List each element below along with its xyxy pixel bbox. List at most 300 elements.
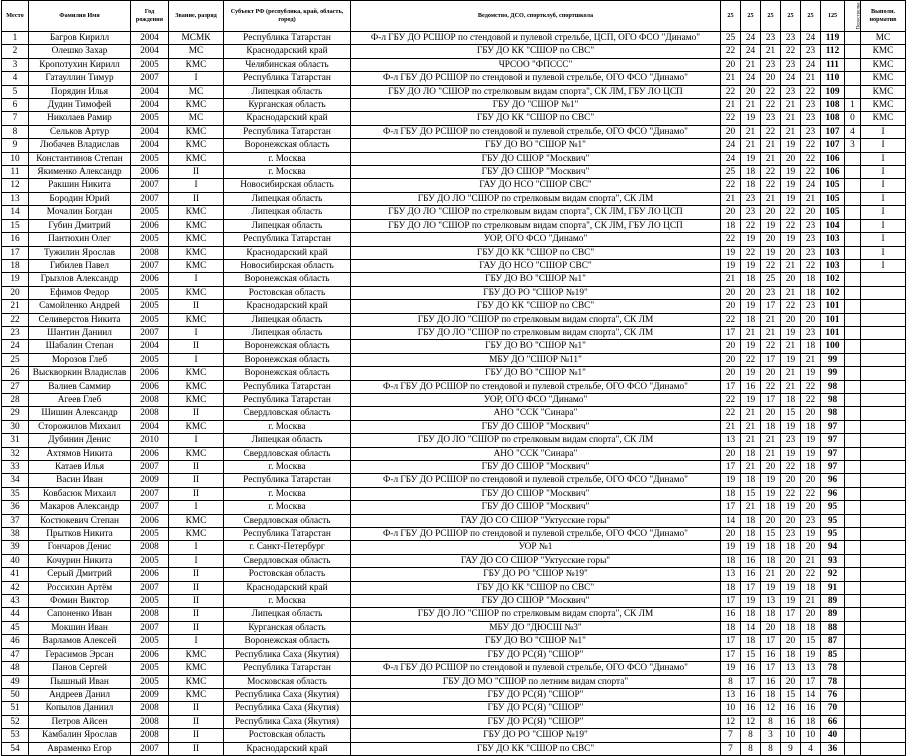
cell-series-3: 17 — [761, 635, 781, 648]
table-row — [2, 45, 906, 58]
cell-series-5: 22 — [801, 152, 821, 165]
cell-place: 11 — [2, 166, 29, 179]
cell-name: Россихин Артём — [29, 581, 131, 594]
cell-place: 12 — [2, 179, 29, 192]
cell-region: Липецкая область — [224, 326, 351, 339]
cell-series-3: 21 — [761, 139, 781, 152]
cell-region: Липецкая область — [224, 85, 351, 98]
cell-name: Бородин Юрий — [29, 192, 131, 205]
cell-year: 2007 — [131, 259, 169, 272]
cell-series-5: 18 — [801, 286, 821, 299]
cell-series-3: 21 — [761, 313, 781, 326]
cell-org: ГБУ ДО СШОР "Москвич" — [351, 166, 721, 179]
cell-norm — [861, 340, 906, 353]
cell-place: 19 — [2, 273, 29, 286]
cell-rank: II — [169, 702, 224, 715]
cell-shootoff — [845, 166, 861, 179]
cell-year: 2009 — [131, 474, 169, 487]
cell-region: Курганская область — [224, 621, 351, 634]
cell-series-4: 19 — [781, 192, 801, 205]
cell-series-1: 18 — [721, 487, 741, 500]
cell-series-5: 18 — [801, 340, 821, 353]
cell-org: УОР №1 — [351, 541, 721, 554]
cell-name: Андреев Данил — [29, 688, 131, 701]
cell-series-1: 17 — [721, 326, 741, 339]
cell-series-3: 22 — [761, 179, 781, 192]
cell-series-4: 24 — [781, 72, 801, 85]
cell-name: Тужилин Ярослав — [29, 246, 131, 259]
cell-shootoff — [845, 702, 861, 715]
table-row — [2, 32, 906, 45]
cell-region: Воронежская область — [224, 340, 351, 353]
cell-place: 42 — [2, 581, 29, 594]
cell-norm: I — [861, 192, 906, 205]
table-row — [2, 648, 906, 661]
cell-series-1: 22 — [721, 233, 741, 246]
cell-shootoff — [845, 675, 861, 688]
cell-shootoff — [845, 246, 861, 259]
cell-series-2: 21 — [741, 99, 761, 112]
cell-org: АНО "ССК "Синара" — [351, 447, 721, 460]
cell-shootoff — [845, 742, 861, 755]
cell-series-4: 18 — [781, 621, 801, 634]
cell-region: Республика Татарстан — [224, 233, 351, 246]
cell-place: 10 — [2, 152, 29, 165]
cell-norm — [861, 568, 906, 581]
cell-series-1: 20 — [721, 58, 741, 71]
cell-series-5: 19 — [801, 434, 821, 447]
cell-year: 2007 — [131, 461, 169, 474]
cell-name: Выскворкин Владислав — [29, 367, 131, 380]
cell-org: ГБУ ДО ВО "СШОР №1" — [351, 635, 721, 648]
table-row — [2, 300, 906, 313]
cell-org: ГБУ ДО СШОР "Москвич" — [351, 152, 721, 165]
cell-place: 13 — [2, 192, 29, 205]
cell-name: Авраменко Егор — [29, 742, 131, 755]
cell-series-4: 16 — [781, 702, 801, 715]
cell-place: 29 — [2, 407, 29, 420]
cell-total: 94 — [821, 541, 845, 554]
cell-series-4: 20 — [781, 474, 801, 487]
cell-year: 2005 — [131, 528, 169, 541]
cell-place: 28 — [2, 393, 29, 406]
cell-series-4: 20 — [781, 273, 801, 286]
cell-series-1: 22 — [721, 179, 741, 192]
cell-place: 3 — [2, 58, 29, 71]
cell-series-2: 24 — [741, 32, 761, 45]
table-row — [2, 380, 906, 393]
cell-rank: II — [169, 474, 224, 487]
cell-org: Ф-л ГБУ ДО РСШОР по стендовой и пулевой стрельбе, ЦСП, ОГО ФСО "Динамо" — [351, 32, 721, 45]
cell-org: ГБУ ДО РО "СШОР №19" — [351, 568, 721, 581]
cell-year: 2008 — [131, 407, 169, 420]
cell-org: ГБУ ДО РС(Я) "СШОР" — [351, 715, 721, 728]
cell-series-4: 22 — [781, 45, 801, 58]
cell-series-3: 22 — [761, 380, 781, 393]
cell-series-5: 10 — [801, 729, 821, 742]
col-series-2: 25 — [741, 1, 761, 32]
cell-series-5: 18 — [801, 420, 821, 433]
cell-org: ГБУ ДО СШОР "Москвич" — [351, 420, 721, 433]
cell-series-3: 18 — [761, 554, 781, 567]
cell-shootoff — [845, 461, 861, 474]
cell-series-5: 23 — [801, 233, 821, 246]
table-row — [2, 219, 906, 232]
cell-norm — [861, 353, 906, 366]
cell-series-2: 23 — [741, 206, 761, 219]
cell-rank: II — [169, 621, 224, 634]
cell-total: 97 — [821, 434, 845, 447]
cell-norm — [861, 326, 906, 339]
cell-series-5: 23 — [801, 219, 821, 232]
cell-norm: I — [861, 233, 906, 246]
cell-name: Валиев Саммир — [29, 380, 131, 393]
cell-org: ГБУ ДО МО "СШОР по летним видам спорта" — [351, 675, 721, 688]
cell-series-3: 22 — [761, 259, 781, 272]
cell-shootoff — [845, 501, 861, 514]
cell-shootoff — [845, 541, 861, 554]
cell-series-4: 20 — [781, 675, 801, 688]
cell-place: 52 — [2, 715, 29, 728]
cell-place: 24 — [2, 340, 29, 353]
cell-region: Воронежская область — [224, 367, 351, 380]
cell-shootoff — [845, 219, 861, 232]
cell-region: Липецкая область — [224, 608, 351, 621]
cell-series-5: 19 — [801, 528, 821, 541]
cell-region: Республика Татарстан — [224, 474, 351, 487]
cell-total: 78 — [821, 662, 845, 675]
cell-shootoff — [845, 300, 861, 313]
table-row — [2, 568, 906, 581]
cell-series-5: 22 — [801, 166, 821, 179]
cell-shootoff — [845, 393, 861, 406]
cell-region: Новосибирская область — [224, 259, 351, 272]
cell-series-3: 22 — [761, 85, 781, 98]
cell-name: Любачев Владислав — [29, 139, 131, 152]
cell-series-1: 25 — [721, 166, 741, 179]
cell-series-3: 21 — [761, 447, 781, 460]
cell-total: 99 — [821, 367, 845, 380]
cell-name: Гончаров Денис — [29, 541, 131, 554]
cell-series-1: 20 — [721, 447, 741, 460]
table-row — [2, 501, 906, 514]
cell-org: ГБУ ДО КК "СШОР по СВС" — [351, 45, 721, 58]
cell-org: ГБУ ДО РС(Я) "СШОР" — [351, 648, 721, 661]
cell-series-4: 20 — [781, 152, 801, 165]
cell-series-3: 17 — [761, 353, 781, 366]
cell-region: Краснодарский край — [224, 246, 351, 259]
cell-year: 2005 — [131, 635, 169, 648]
cell-rank: КМС — [169, 219, 224, 232]
cell-shootoff — [845, 85, 861, 98]
cell-total: 91 — [821, 581, 845, 594]
cell-norm: I — [861, 179, 906, 192]
cell-series-5: 24 — [801, 32, 821, 45]
cell-shootoff — [845, 72, 861, 85]
cell-rank: II — [169, 487, 224, 500]
cell-total: 106 — [821, 166, 845, 179]
cell-series-4: 20 — [781, 568, 801, 581]
cell-name: Сапоненко Иван — [29, 608, 131, 621]
cell-series-2: 18 — [741, 514, 761, 527]
cell-org: ГБУ ДО КК "СШОР по СВС" — [351, 246, 721, 259]
cell-norm — [861, 380, 906, 393]
cell-org: ГАУ ДО НСО "СШОР СВС" — [351, 259, 721, 272]
cell-series-5: 23 — [801, 45, 821, 58]
cell-place: 50 — [2, 688, 29, 701]
cell-series-5: 17 — [801, 675, 821, 688]
cell-shootoff — [845, 635, 861, 648]
cell-series-2: 19 — [741, 541, 761, 554]
cell-place: 53 — [2, 729, 29, 742]
cell-series-2: 21 — [741, 461, 761, 474]
table-row — [2, 541, 906, 554]
cell-year: 2006 — [131, 380, 169, 393]
cell-org: ГБУ ДО ВО "СШОР №1" — [351, 273, 721, 286]
cell-name: Мочалин Богдан — [29, 206, 131, 219]
cell-org: ГАУ ДО НСО "СШОР СВС" — [351, 179, 721, 192]
col-rank: Звание, разряд — [169, 1, 224, 32]
cell-series-5: 14 — [801, 688, 821, 701]
cell-series-2: 21 — [741, 326, 761, 339]
cell-series-1: 19 — [721, 246, 741, 259]
cell-total: 100 — [821, 340, 845, 353]
cell-rank: КМС — [169, 648, 224, 661]
cell-series-2: 19 — [741, 393, 761, 406]
cell-total: 93 — [821, 554, 845, 567]
cell-series-3: 18 — [761, 608, 781, 621]
cell-series-1: 20 — [721, 206, 741, 219]
cell-series-3: 23 — [761, 58, 781, 71]
cell-org: ГБУ ДО СШОР "Москвич" — [351, 595, 721, 608]
cell-series-5: 23 — [801, 112, 821, 125]
cell-name: Шишин Александр — [29, 407, 131, 420]
cell-series-2: 21 — [741, 434, 761, 447]
cell-shootoff — [845, 179, 861, 192]
cell-series-1: 16 — [721, 608, 741, 621]
cell-norm: I — [861, 219, 906, 232]
cell-total: 97 — [821, 461, 845, 474]
cell-region: Ростовская область — [224, 729, 351, 742]
table-row — [2, 286, 906, 299]
cell-series-5: 19 — [801, 367, 821, 380]
cell-series-3: 18 — [761, 501, 781, 514]
cell-series-4: 19 — [781, 139, 801, 152]
cell-rank: II — [169, 340, 224, 353]
cell-total: 102 — [821, 286, 845, 299]
cell-total: 88 — [821, 621, 845, 634]
cell-series-1: 8 — [721, 675, 741, 688]
cell-series-4: 10 — [781, 729, 801, 742]
cell-shootoff — [845, 206, 861, 219]
cell-series-4: 20 — [781, 635, 801, 648]
cell-total: 102 — [821, 273, 845, 286]
cell-series-3: 20 — [761, 367, 781, 380]
cell-rank: II — [169, 166, 224, 179]
cell-series-1: 22 — [721, 313, 741, 326]
cell-name: Сельков Артур — [29, 125, 131, 138]
cell-org: ГБУ ДО КК "СШОР по СВС" — [351, 581, 721, 594]
table-row — [2, 688, 906, 701]
table-row — [2, 595, 906, 608]
cell-series-1: 22 — [721, 393, 741, 406]
cell-series-3: 12 — [761, 702, 781, 715]
cell-org: ГБУ ДО "СШОР №1" — [351, 99, 721, 112]
cell-rank: КМС — [169, 675, 224, 688]
cell-rank: II — [169, 742, 224, 755]
cell-name: Мокшин Иван — [29, 621, 131, 634]
cell-place: 26 — [2, 367, 29, 380]
cell-norm: КМС — [861, 45, 906, 58]
cell-year: 2007 — [131, 621, 169, 634]
cell-series-3: 19 — [761, 474, 781, 487]
cell-org: МБУ ДО "ДЮСШ №3" — [351, 621, 721, 634]
cell-total: 95 — [821, 528, 845, 541]
cell-place: 51 — [2, 702, 29, 715]
cell-year: 2005 — [131, 286, 169, 299]
results-table — [1, 0, 906, 756]
cell-series-1: 24 — [721, 152, 741, 165]
cell-year: 2006 — [131, 273, 169, 286]
cell-org: ГБУ ДО КК "СШОР по СВС" — [351, 112, 721, 125]
col-series-3: 25 — [761, 1, 781, 32]
cell-total: 108 — [821, 99, 845, 112]
cell-region: Воронежская область — [224, 139, 351, 152]
cell-series-5: 18 — [801, 273, 821, 286]
cell-series-2: 18 — [741, 635, 761, 648]
cell-year: 2004 — [131, 32, 169, 45]
cell-series-2: 19 — [741, 300, 761, 313]
cell-year: 2005 — [131, 353, 169, 366]
cell-place: 31 — [2, 434, 29, 447]
cell-name: Ковбасюк Михаил — [29, 487, 131, 500]
cell-norm — [861, 273, 906, 286]
cell-org: Ф-л ГБУ ДО РСШОР по стендовой и пулевой стрельбе, ОГО ФСО "Динамо" — [351, 380, 721, 393]
cell-shootoff — [845, 45, 861, 58]
cell-name: Якименко Александр — [29, 166, 131, 179]
cell-series-1: 20 — [721, 353, 741, 366]
cell-norm: КМС — [861, 85, 906, 98]
cell-rank: II — [169, 729, 224, 742]
cell-org: ГБУ ДО ВО "СШОР №1" — [351, 367, 721, 380]
cell-place: 32 — [2, 447, 29, 460]
cell-series-2: 20 — [741, 286, 761, 299]
cell-shootoff — [845, 32, 861, 45]
cell-series-4: 21 — [781, 340, 801, 353]
cell-place: 22 — [2, 313, 29, 326]
cell-series-2: 22 — [741, 219, 761, 232]
cell-series-5: 18 — [801, 581, 821, 594]
cell-series-1: 18 — [721, 554, 741, 567]
cell-norm — [861, 286, 906, 299]
cell-series-5: 20 — [801, 206, 821, 219]
cell-series-1: 19 — [721, 474, 741, 487]
header-row — [2, 1, 906, 32]
cell-series-3: 20 — [761, 621, 781, 634]
cell-norm — [861, 742, 906, 755]
table-row — [2, 528, 906, 541]
cell-name: Герасимов Эрсан — [29, 648, 131, 661]
cell-name: Олешко Захар — [29, 45, 131, 58]
cell-series-4: 23 — [781, 528, 801, 541]
cell-rank: I — [169, 434, 224, 447]
cell-series-5: 22 — [801, 487, 821, 500]
table-row — [2, 434, 906, 447]
cell-series-4: 19 — [781, 501, 801, 514]
cell-series-2: 8 — [741, 729, 761, 742]
cell-series-4: 19 — [781, 447, 801, 460]
cell-shootoff — [845, 568, 861, 581]
cell-total: 106 — [821, 152, 845, 165]
cell-series-3: 19 — [761, 581, 781, 594]
cell-shootoff — [845, 353, 861, 366]
cell-total: 109 — [821, 85, 845, 98]
cell-series-1: 10 — [721, 702, 741, 715]
table-row — [2, 233, 906, 246]
cell-series-3: 17 — [761, 662, 781, 675]
cell-series-4: 22 — [781, 461, 801, 474]
cell-series-4: 17 — [781, 608, 801, 621]
table-row — [2, 407, 906, 420]
table-row — [2, 662, 906, 675]
cell-year: 2005 — [131, 554, 169, 567]
cell-norm — [861, 447, 906, 460]
cell-series-4: 21 — [781, 367, 801, 380]
table-row — [2, 139, 906, 152]
cell-place: 1 — [2, 32, 29, 45]
cell-total: 98 — [821, 407, 845, 420]
cell-norm: I — [861, 139, 906, 152]
table-row — [2, 474, 906, 487]
cell-norm — [861, 595, 906, 608]
cell-series-4: 22 — [781, 300, 801, 313]
cell-series-2: 18 — [741, 179, 761, 192]
cell-series-3: 17 — [761, 300, 781, 313]
cell-series-5: 24 — [801, 58, 821, 71]
cell-series-4: 15 — [781, 688, 801, 701]
cell-series-2: 22 — [741, 353, 761, 366]
cell-org: ГБУ ДО ЛО "СШОР по стрелковым видам спорта", СК ЛМ, ГБУ ЛО ЦСП — [351, 206, 721, 219]
cell-shootoff — [845, 192, 861, 205]
table-row — [2, 85, 906, 98]
cell-rank: КМС — [169, 528, 224, 541]
cell-region: г. Санкт-Петербург — [224, 541, 351, 554]
cell-series-5: 4 — [801, 742, 821, 755]
cell-series-4: 19 — [781, 420, 801, 433]
cell-year: 2006 — [131, 648, 169, 661]
cell-series-3: 3 — [761, 729, 781, 742]
cell-total: 105 — [821, 179, 845, 192]
cell-series-4: 18 — [781, 648, 801, 661]
cell-total: 89 — [821, 595, 845, 608]
cell-series-5: 20 — [801, 608, 821, 621]
cell-norm: I — [861, 246, 906, 259]
cell-total: 98 — [821, 380, 845, 393]
cell-shootoff — [845, 407, 861, 420]
cell-org: ГБУ ДО КК "СШОР по СВС" — [351, 742, 721, 755]
cell-year: 2006 — [131, 367, 169, 380]
cell-series-5: 22 — [801, 393, 821, 406]
cell-name: Шабалин Степан — [29, 340, 131, 353]
cell-series-5: 22 — [801, 380, 821, 393]
cell-series-4: 22 — [781, 206, 801, 219]
cell-norm — [861, 675, 906, 688]
cell-series-1: 7 — [721, 742, 741, 755]
cell-place: 6 — [2, 99, 29, 112]
cell-year: 2004 — [131, 125, 169, 138]
cell-series-5: 16 — [801, 702, 821, 715]
cell-series-5: 21 — [801, 554, 821, 567]
